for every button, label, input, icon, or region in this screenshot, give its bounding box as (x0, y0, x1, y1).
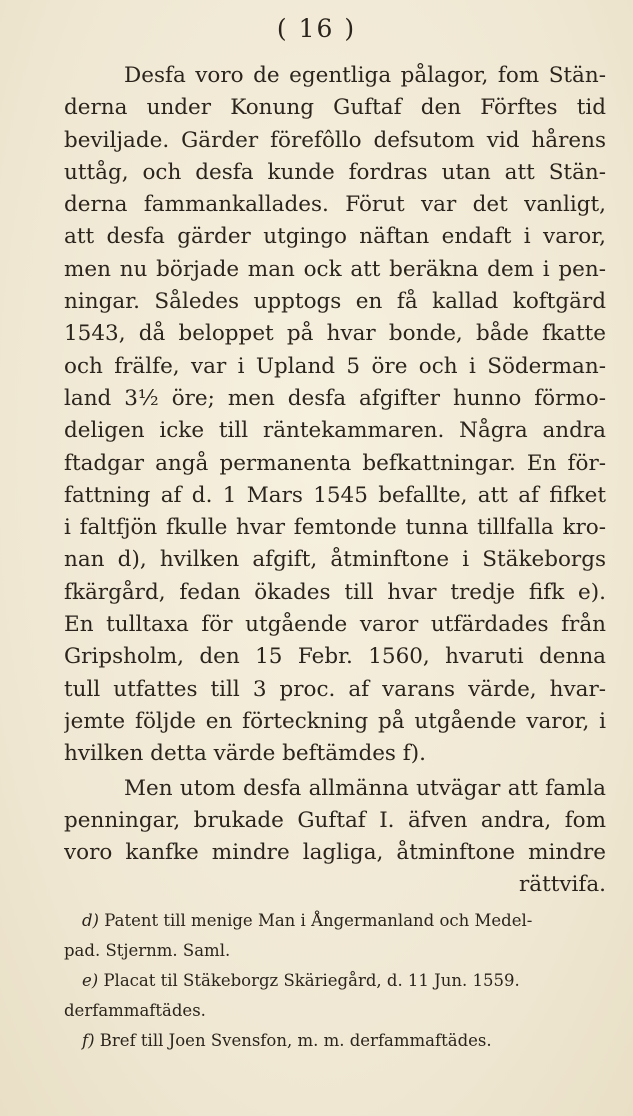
footnote-f (64, 1026, 606, 1056)
footnote-e (64, 966, 606, 996)
text-line: fattning af d. 1 Mars 1545 befallte, att af fifket (64, 482, 606, 508)
text-line: ningar. Således upptogs en få kallad koftgärd (64, 289, 606, 315)
text-line: fkärgård, fedan ökades till hvar tredje fifk e). (64, 579, 606, 605)
footnote-marker: d) (82, 911, 99, 930)
footnote-marker: e) (82, 971, 99, 990)
text-line: rättvifa. (518, 872, 606, 898)
text-line: men nu började man ock att beräkna dem i pen- (64, 256, 606, 282)
footnote-text: Placat til Stäkeborgz Skäriegård, d. 11 Jun. 1559. (103, 971, 520, 990)
text-line: tull utfattes till 3 proc. af varans värde, hvar- (64, 676, 606, 702)
text-line: ftadgar angå permanenta befkattningar. En för- (64, 450, 606, 476)
text-line: En tulltaxa för utgående varor utfärdades från (64, 612, 606, 638)
text-line: 1543, då beloppet på hvar bonde, både fkatte (64, 321, 606, 347)
text-line: deligen icke till räntekammaren. Några andra (64, 418, 606, 444)
text-line: beviljade. Gärder förefôllo defsutom vid hårens (64, 127, 606, 153)
footnote-text: Patent till menige Man i Ångermanland och Medel- (104, 911, 533, 930)
text-line: voro kanfke mindre lagliga, åtminftone mindre (64, 840, 606, 866)
text-line: derna fammankallades. Förut var det vanligt, (64, 192, 606, 218)
text-line: derna under Konung Guftaf den Förftes tid (64, 95, 606, 121)
text-line: land 3½ öre; men desfa afgifter hunno förmo- (64, 385, 606, 411)
text-line: och frälfe, var i Upland 5 öre och i Söderman- (64, 353, 606, 379)
footnote-d (64, 906, 606, 936)
main-text (64, 60, 606, 902)
text-line: i faltfjön fkulle hvar femtonde tunna tillfalla kro- (64, 515, 606, 541)
text-line: Gripsholm, den 15 Febr. 1560, hvaruti denna (64, 644, 606, 670)
footnotes (64, 906, 606, 1056)
text-line: jemte följde en förteckning på utgående varor, i (64, 708, 606, 734)
text-line: Men utom desfa allmänna utvägar att famla (124, 775, 606, 801)
text-line: att desfa gärder utgingo näftan endaft i varor, (64, 224, 606, 250)
footnote-text: Bref till Joen Svensfon, m. m. derfammaftädes. (99, 1031, 492, 1050)
text-line: penningar, brukade Guftaf I. äfven andra, fom (64, 807, 606, 833)
footnote-e-continued: derfammaftädes. (64, 1001, 206, 1020)
page-number: ( 16 ) (276, 14, 357, 43)
text-line: uttåg, och desfa kunde fordras utan att Stän- (64, 159, 606, 185)
text-line: nan d), hvilken afgift, åtminftone i Stäkeborgs (64, 547, 606, 573)
footnote-d-continued: pad. Stjernm. Saml. (64, 941, 231, 960)
footnote-marker: f) (82, 1031, 95, 1050)
text-line: Desfa voro de egentliga pålagor, fom Stän- (124, 63, 606, 88)
text-line: hvilken detta värde beftämdes f). (64, 741, 426, 767)
